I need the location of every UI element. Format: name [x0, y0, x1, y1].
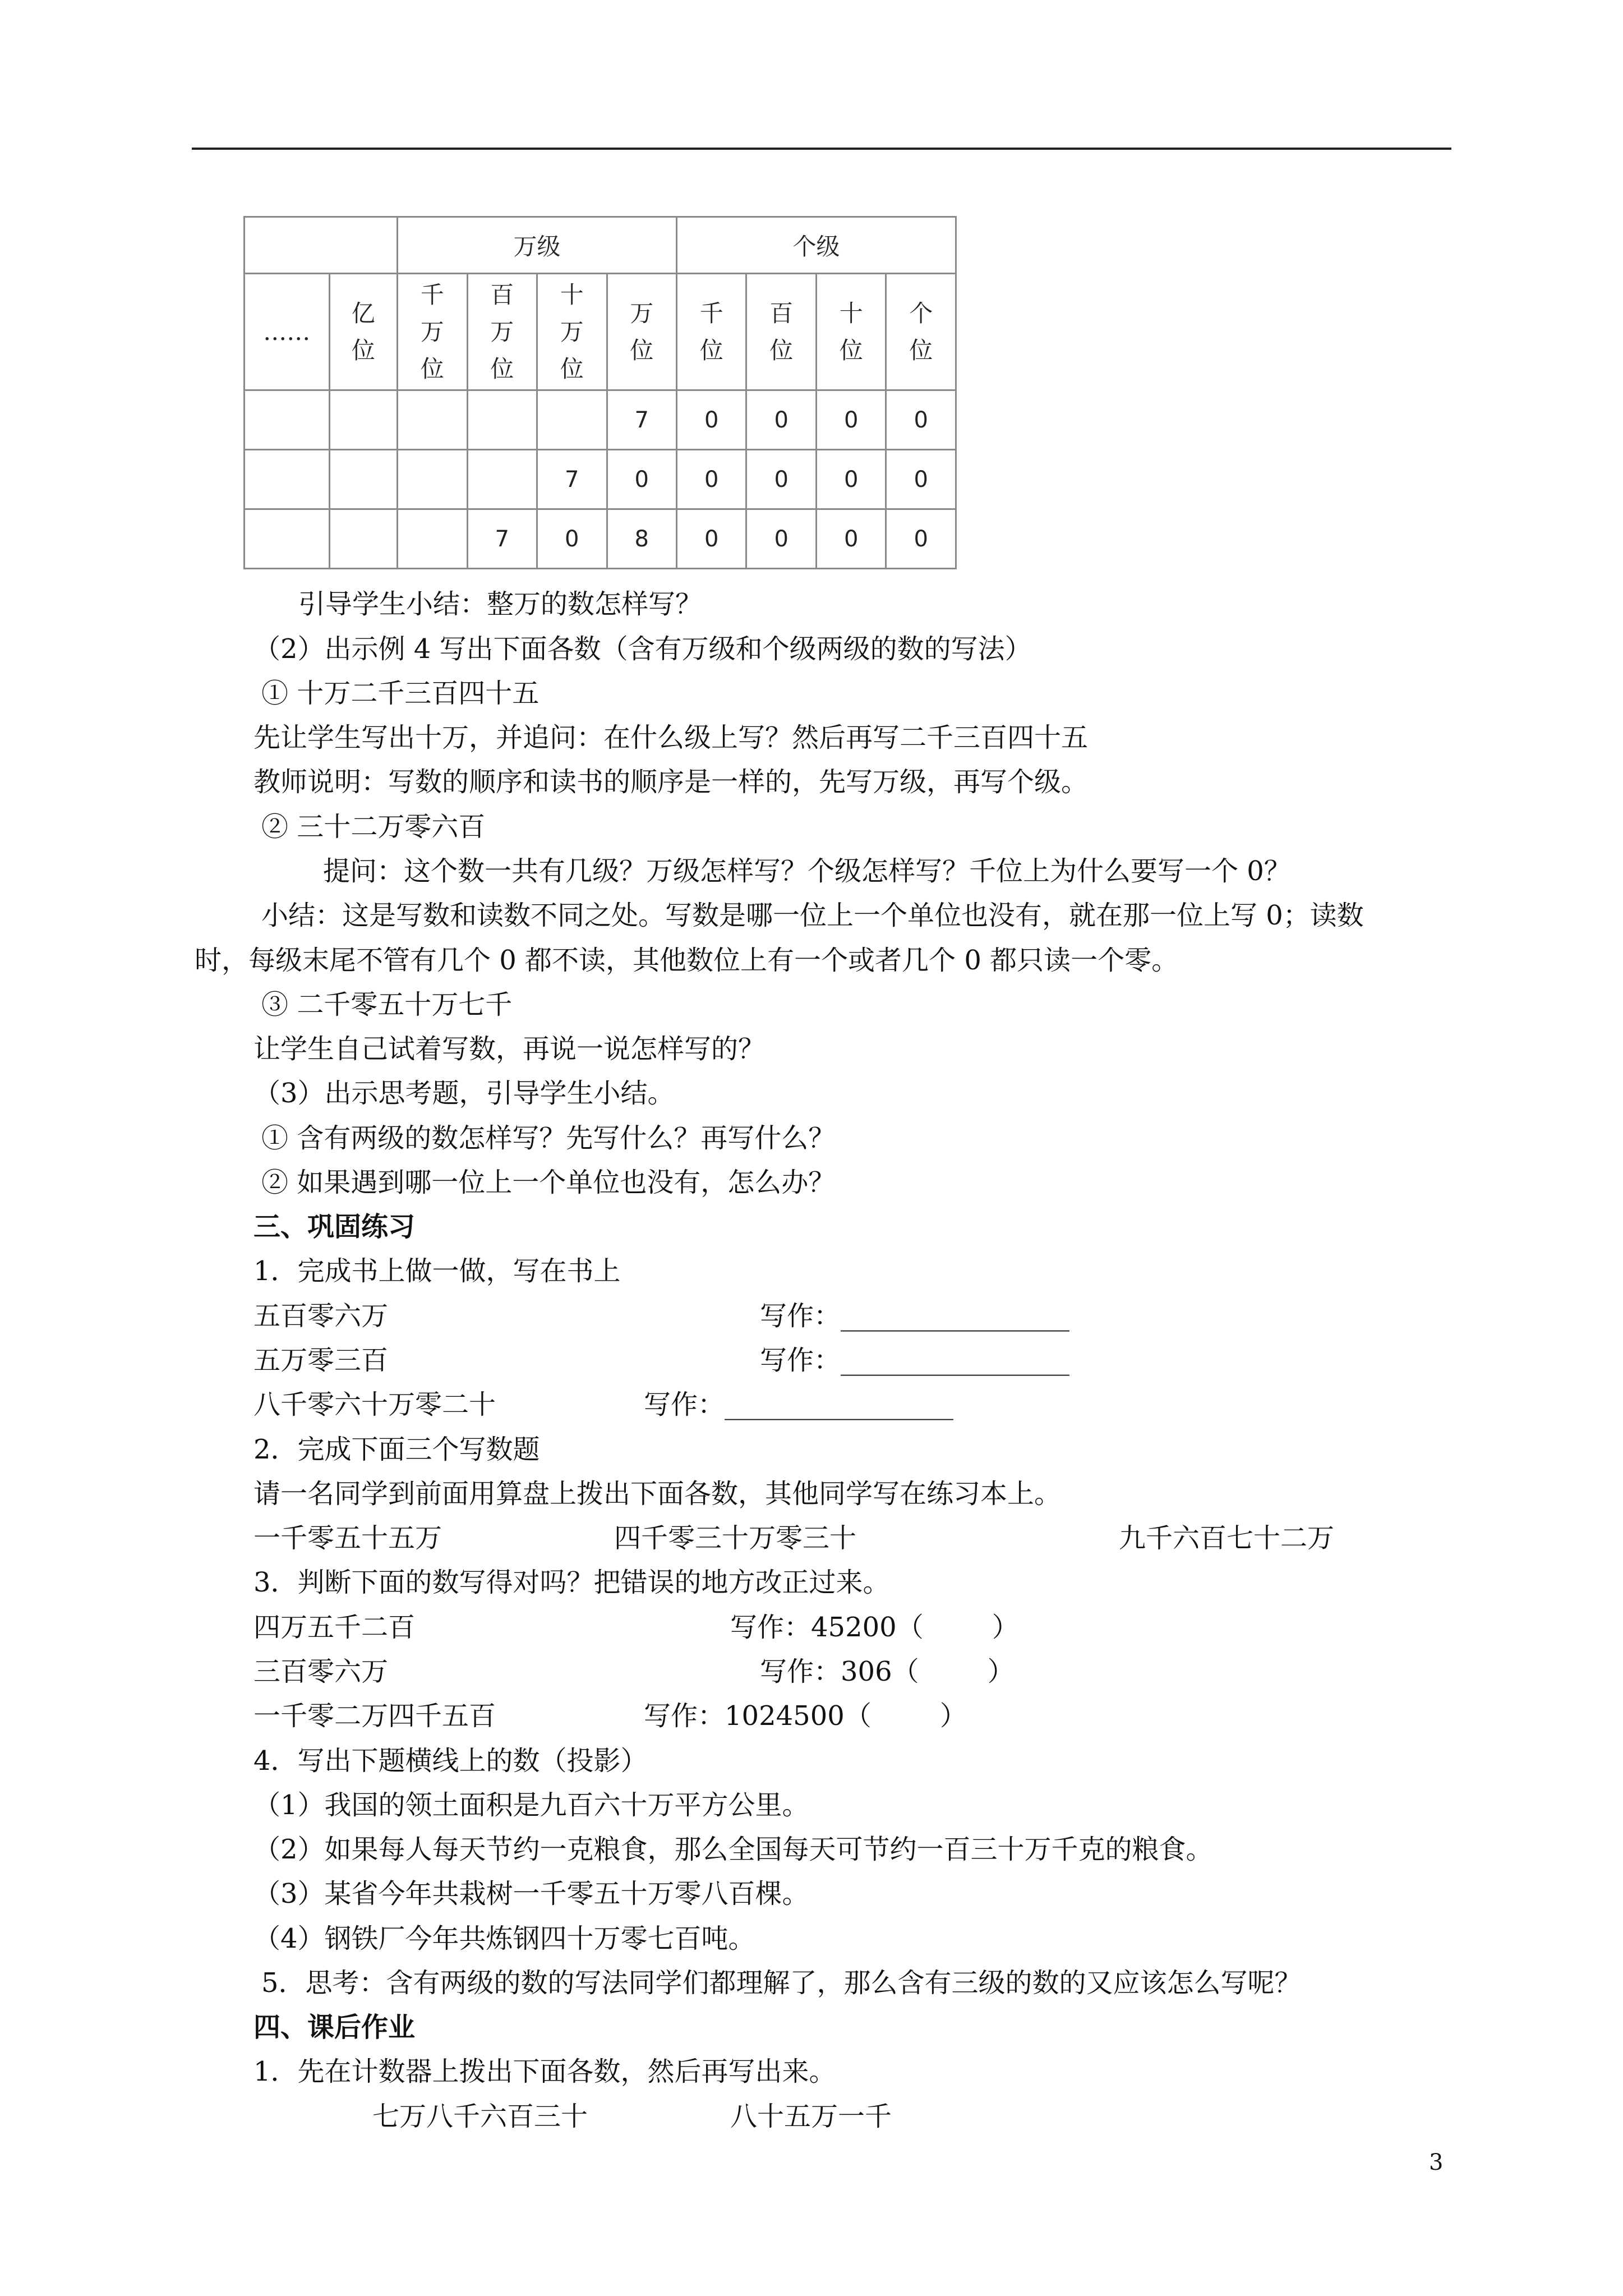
exercise-number-words: 五百零六万 — [253, 1300, 389, 1332]
table-column-header-row — [245, 274, 956, 390]
table-cell — [245, 509, 330, 569]
exercise-number-words: 一千零二万四千五百 — [253, 1700, 496, 1732]
exercise-number-words: 八十五万一千 — [730, 2101, 892, 2132]
text-line: （2）如果每人每天节约一克粮食，那么全国每天可节约一百三十万千克的粮食。 — [253, 1834, 1213, 1865]
text-line: ② 三十二万零六百 — [261, 811, 486, 843]
table-cell: 0 — [607, 450, 677, 509]
exercise-number-words: 八千零六十万零二十 — [253, 1389, 496, 1420]
text-line: 时，每级末尾不管有几个 0 都不读，其他数位上有一个或者几个 0 都只读一个零。 — [195, 945, 1179, 976]
text-line: 让学生自己试着写数，再说一说怎样写的？ — [253, 1033, 766, 1065]
text-line: （3）某省今年共栽树一千零五十万零八百棵。 — [253, 1878, 809, 1910]
table-column-header: 个 位 — [886, 274, 956, 390]
table-cell — [329, 450, 397, 509]
table-column-header: 十 位 — [816, 274, 886, 390]
table-cell: 7 — [537, 450, 607, 509]
table-column-header: 十 万 位 — [537, 274, 607, 390]
exercise-number-words: 四万五千二百 — [253, 1612, 416, 1643]
page-number: 3 — [1429, 2150, 1444, 2175]
table-cell: 0 — [886, 450, 956, 509]
text-line: 小结：这是写数和读数不同之处。写数是哪一位上一个单位也没有，就在那一位上写 0；读数 — [261, 900, 1364, 931]
table-cell: 0 — [677, 390, 746, 450]
exercise-answer-blank: 写作：_________________ — [644, 1389, 954, 1420]
text-line: 3．判断下面的数写得对吗？把错误的地方改正过来。 — [253, 1567, 890, 1598]
text-line: （1）我国的领土面积是九百六十万平方公里。 — [253, 1789, 809, 1821]
text-line: ① 含有两级的数怎样写？先写什么？再写什么？ — [261, 1122, 836, 1154]
table-cell — [245, 450, 330, 509]
table-cell — [329, 509, 397, 569]
table-cell — [537, 390, 607, 450]
table-cell: 0 — [677, 450, 746, 509]
exercise-number-words: 七万八千六百三十 — [372, 2101, 588, 2132]
section-heading: 三、巩固练习 — [253, 1211, 416, 1243]
table-cell: 7 — [607, 390, 677, 450]
text-line: （3）出示思考题，引导学生小结。 — [253, 1078, 675, 1109]
table-cell: 0 — [746, 509, 816, 569]
exercise-answer-blank: 写作：_________________ — [760, 1300, 1070, 1332]
table-cell: 0 — [746, 390, 816, 450]
table-column-header: 千 万 位 — [398, 274, 467, 390]
table-cell: 0 — [816, 390, 886, 450]
exercise-written-answer: 写作：45200（ ） — [730, 1612, 1019, 1643]
exercise-number-words: 三百零六万 — [253, 1656, 389, 1687]
table-row — [245, 450, 956, 509]
text-line: 4．写出下题横线上的数（投影） — [253, 1745, 648, 1777]
table-column-header: 亿 位 — [329, 274, 397, 390]
exercise-number-words: 五万零三百 — [253, 1345, 389, 1376]
text-line: 1．先在计数器上拨出下面各数，然后再写出来。 — [253, 2056, 836, 2087]
table-cell — [398, 450, 467, 509]
table-cell — [467, 450, 537, 509]
exercise-number-words: 一千零五十五万 — [253, 1522, 442, 1554]
table-column-header: 千 位 — [677, 274, 746, 390]
table-column-header: 万 位 — [607, 274, 677, 390]
table-cell: 0 — [886, 509, 956, 569]
table-cell: 0 — [816, 509, 886, 569]
table-cell: 0 — [886, 390, 956, 450]
table-group-header-row — [245, 217, 956, 274]
section-heading: 四、课后作业 — [253, 2012, 416, 2043]
text-line: （4）钢铁厂今年共炼钢四十万零七百吨。 — [253, 1923, 755, 1954]
text-line: 先让学生写出十万，并追问：在什么级上写？然后再写二千三百四十五 — [253, 722, 1089, 753]
exercise-written-answer: 写作：1024500（ ） — [644, 1700, 967, 1732]
exercise-number-words: 九千六百七十二万 — [1119, 1522, 1335, 1554]
table-group-header-ge: 个级 — [677, 217, 956, 274]
text-line: 1．完成书上做一做，写在书上 — [253, 1255, 621, 1287]
text-line: 教师说明：写数的顺序和读书的顺序是一样的，先写万级，再写个级。 — [253, 766, 1089, 798]
table-cell — [398, 390, 467, 450]
text-line: 提问：这个数一共有几级？万级怎样写？个级怎样写？千位上为什么要写一个 0？ — [323, 855, 1291, 887]
table-cell: 0 — [816, 450, 886, 509]
header-rule — [192, 148, 1451, 150]
exercise-answer-blank: 写作：_________________ — [760, 1345, 1070, 1376]
table-cell — [467, 390, 537, 450]
table-row — [245, 390, 956, 450]
text-line: 引导学生小结：整万的数怎样写？ — [298, 588, 703, 620]
table-cell: 0 — [537, 509, 607, 569]
table-cell: 0 — [746, 450, 816, 509]
text-line: 请一名同学到前面用算盘上拨出下面各数，其他同学写在练习本上。 — [253, 1478, 1062, 1510]
table-row — [245, 509, 956, 569]
table-cell: 8 — [607, 509, 677, 569]
text-line: ② 如果遇到哪一位上一个单位也没有，怎么办？ — [261, 1167, 836, 1198]
table-cell — [329, 390, 397, 450]
table-group-header — [245, 217, 398, 274]
table-column-header: 百 位 — [746, 274, 816, 390]
table-cell: 0 — [677, 509, 746, 569]
table-column-header: 百 万 位 — [467, 274, 537, 390]
table-cell — [398, 509, 467, 569]
table-group-header-wan: 万级 — [398, 217, 677, 274]
text-line: （2）出示例 4 写出下面各数（含有万级和个级两级的数的写法） — [253, 633, 1032, 665]
place-value-table — [243, 216, 957, 569]
table-cell — [245, 390, 330, 450]
text-line: 5．思考：含有两级的数的写法同学们都理解了，那么含有三级的数的又应该怎么写呢？ — [261, 1967, 1302, 1999]
table-column-header: …… — [245, 274, 330, 390]
text-line: ① 十万二千三百四十五 — [261, 678, 540, 709]
text-line: ③ 二千零五十万七千 — [261, 989, 513, 1020]
exercise-written-answer: 写作：306（ ） — [760, 1656, 1015, 1687]
exercise-number-words: 四千零三十万零三十 — [614, 1522, 857, 1554]
text-line: 2．完成下面三个写数题 — [253, 1434, 540, 1465]
table-cell: 7 — [467, 509, 537, 569]
